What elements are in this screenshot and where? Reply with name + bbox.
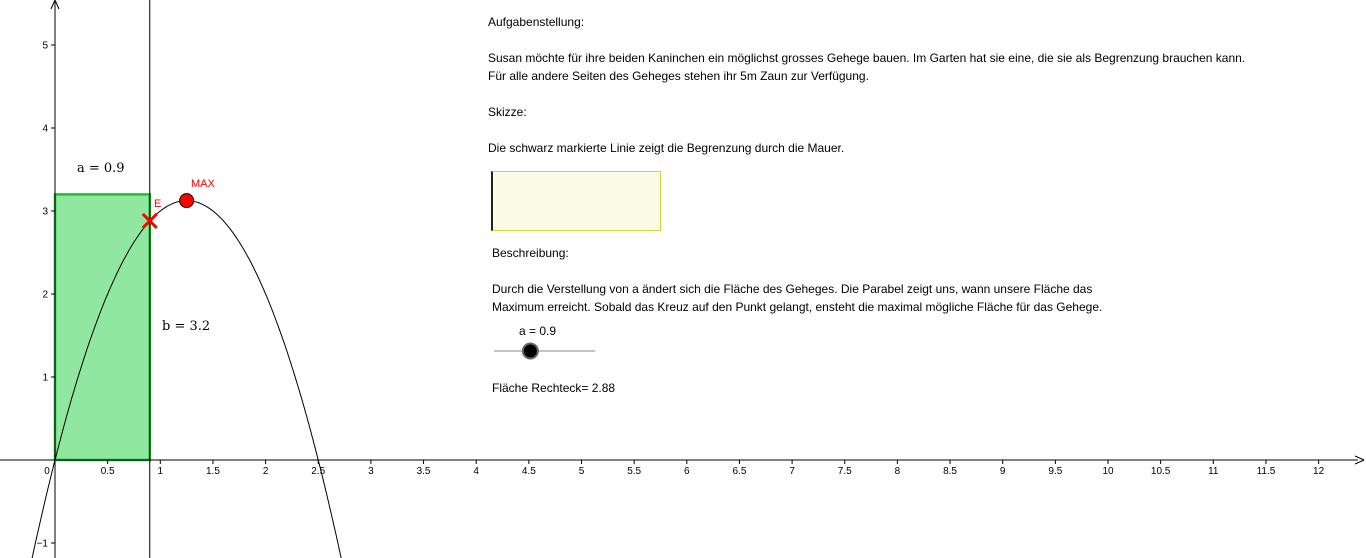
y-tick-label: 1 — [42, 372, 48, 384]
x-tick-label: 11.5 — [1256, 466, 1276, 477]
x-tick-label: 9.5 — [1048, 466, 1063, 477]
task-line-2: Für alle andere Seiten des Geheges stehen ihr 5m Zaun zur Verfügung. — [488, 69, 869, 83]
area-readout: Fläche Rechteck= 2.88 — [492, 381, 616, 395]
x-tick-label: 1.5 — [205, 466, 220, 477]
x-tick-label: 12 — [1313, 466, 1325, 477]
e-point-label: E — [154, 198, 162, 210]
slider-knob[interactable] — [523, 344, 538, 359]
x-tick-label: 5 — [578, 466, 585, 477]
y-tick-label: 5 — [42, 40, 48, 52]
b-value-label: b = 3.2 — [162, 319, 211, 334]
x-tick-label: 8.5 — [943, 466, 958, 477]
sketch-label: Skizze: — [488, 105, 527, 119]
y-tick-label: 2 — [42, 289, 48, 301]
x-tick-label: 7 — [789, 466, 795, 477]
y-tick-label: −1 — [36, 538, 48, 550]
x-tick-label: 0.5 — [100, 466, 115, 477]
x-tick-label: 10.5 — [1150, 466, 1171, 477]
x-tick-label: 3.5 — [416, 466, 431, 477]
y-tick-label: 4 — [42, 123, 48, 135]
x-tick-label: 4.5 — [521, 466, 536, 477]
description-heading: Beschreibung: — [492, 246, 569, 260]
x-tick-label: 11 — [1208, 466, 1219, 477]
slider-label: a = 0.9 — [519, 324, 557, 338]
x-tick-label: 0 — [44, 466, 50, 477]
a-value-label: a = 0.9 — [77, 161, 125, 176]
enclosure-rectangle — [55, 194, 150, 460]
x-tick-label: 6.5 — [732, 466, 747, 477]
max-point-label: MAX — [191, 178, 215, 190]
a-slider[interactable] — [491, 342, 599, 360]
description-line-2: Maximum erreicht. Sobald das Kreuz auf den Punkt gelangt, ensteht die maximal mögliche Fläche für das Gehege. — [492, 300, 1103, 314]
x-tick-label: 5.5 — [627, 466, 642, 477]
sketch-caption: Die schwarz markierte Linie zeigt die Begrenzung durch die Mauer. — [488, 141, 845, 155]
enclosure-sketch — [491, 171, 661, 231]
x-tick-label: 2.5 — [311, 466, 326, 477]
task-heading: Aufgabenstellung: — [488, 15, 585, 29]
x-tick-label: 7.5 — [837, 466, 852, 477]
x-tick-label: 1 — [157, 466, 164, 477]
x-tick-label: 6 — [684, 466, 690, 477]
x-tick-label: 2 — [262, 466, 269, 477]
x-tick-label: 8 — [894, 466, 901, 477]
task-line-1: Susan möchte für ihre beiden Kaninchen ein möglichst grosses Gehege bauen. Im Garten hat sie eine, die sie als Begrenzung brauchen kann. — [488, 51, 1246, 65]
x-tick-label: 3 — [368, 466, 374, 477]
x-tick-label: 9 — [999, 466, 1006, 477]
max-point[interactable] — [180, 194, 194, 208]
description-line-1: Durch die Verstellung von a ändert sich die Fläche des Geheges. Die Parabel zeigt uns, wann unsere Fläche das — [492, 282, 1093, 296]
y-tick-label: 3 — [42, 206, 48, 218]
x-tick-label: 10 — [1102, 466, 1114, 477]
x-tick-label: 4 — [473, 466, 479, 477]
